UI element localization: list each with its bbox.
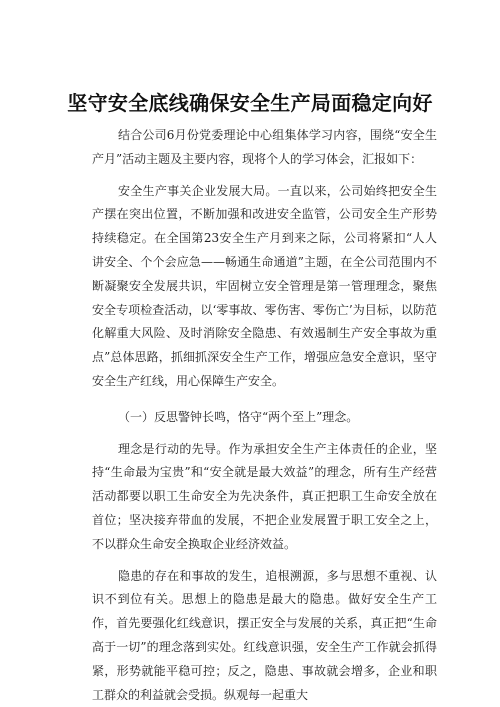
paragraph-intro: 结合公司6月份党委理论中心组集体学习内容，围绕“安全生产月”活动主题及主要内容，现将个人的学习体会，汇报如下：: [92, 128, 437, 166]
paragraph-hazards: 隐患的存在和事故的发生，追根溯源，多与思想不重视、认识不到位有关。思想上的隐患是最大的隐患。做好安全生产工作，首先要强化红线意识，摆正安全与发展的关系，真正把“生命高于一切”的理念落到实处。红线意识强，安全生产工作就会抓得紧，形势就能平稳可控；反之，隐患、事故就会增多，企业和职工群众的利益就会受损。纵观每一起重大: [92, 568, 437, 702]
document-body: [92, 124, 437, 707]
document-title: 坚守安全底线确保安全生产局面稳定向好: [67, 91, 433, 115]
paragraph-safety-overview: 安全生产事关企业发展大局。一直以来，公司始终把安全生产摆在突出位置，不断加强和改进安全监管，公司安全生产形势持续稳定。在全国第23安全生产月到来之际，公司将紧扣“人人讲安全、个个会应急——畅通生命通道”主题，在全公司范围内不断凝聚安全发展共识，牢固树立安全管理是第一管理理念，聚焦安全专项检查活动，以‘零事故、零伤害、零伤亡’为目标，以防范化解重大风险、及时消除安全隐患、有效遏制生产安全事故为重点”总体思路，抓细抓深安全生产工作，增强应急安全意识，坚守安全生产红线，用心保障生产安全。: [92, 183, 437, 388]
section-heading-1: （一）反思警钟长鸣，恪守“两个至上”理念。: [118, 409, 359, 424]
paragraph-philosophy: 理念是行动的先导。作为承担安全生产主体责任的企业，坚持“生命最为宝贵”和“安全就是最大效益”的理念，所有生产经营活动都要以职工生命安全为先决条件，真正把职工生命安全放在首位；坚决接弃带血的发展，不把企业发展置于职工安全之上，不以群众生命安全换取企业经济效益。: [92, 441, 437, 551]
